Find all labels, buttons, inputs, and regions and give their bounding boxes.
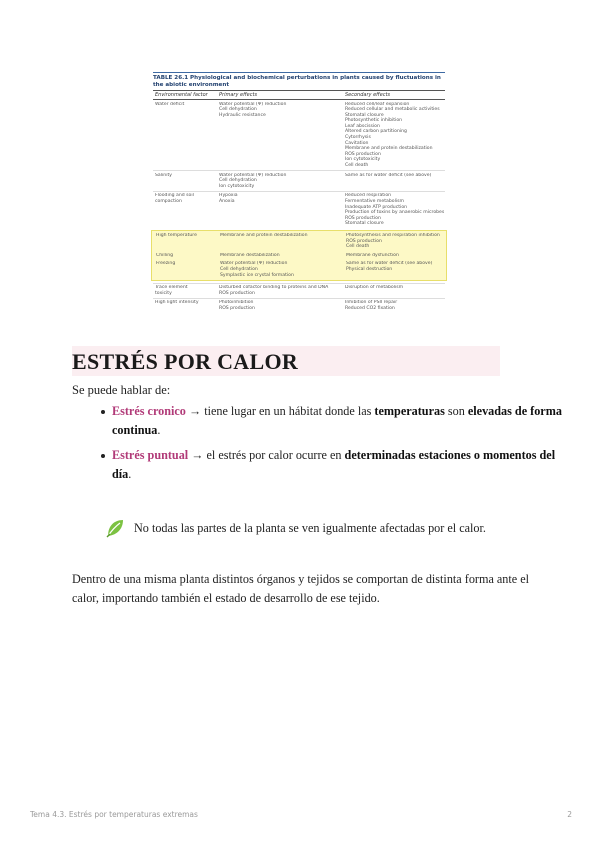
- cell-line: Reduced respiration: [345, 193, 392, 199]
- cell-line: Water potential (Ψ) reduction: [219, 172, 287, 178]
- table-row: [153, 298, 445, 313]
- term-punctual: Estrés puntual: [112, 448, 189, 462]
- cell-line: Photoinhibition: [219, 300, 254, 306]
- cell-line: compaction: [155, 199, 182, 204]
- cell-line: Disturbed cofactor binding to proteins and DNA: [219, 285, 329, 291]
- table-cell: [216, 261, 342, 278]
- table-cell: [215, 300, 341, 311]
- table-row: [154, 251, 444, 260]
- cell-line: ROS production: [346, 238, 382, 244]
- cell-line: High light intensity: [155, 300, 199, 306]
- cell-line: Symplastic ice crystal formation: [220, 272, 294, 278]
- cell-line: Hydraulic resistance: [219, 112, 266, 118]
- table-row: [153, 170, 445, 191]
- table-cell: [216, 233, 342, 250]
- cell-line: Cell death: [345, 163, 369, 169]
- list-text: son: [444, 404, 468, 418]
- cell-line: High temperature: [156, 232, 197, 238]
- highlighted-rows: [151, 230, 447, 280]
- cell-line: Reduced cell/leaf expansion: [345, 101, 410, 107]
- table-cell: [153, 102, 215, 169]
- table-cell: [153, 285, 215, 296]
- cell-line: Salinity: [155, 172, 172, 178]
- cell-line: Water deficit: [155, 101, 185, 107]
- bullet-list: [72, 402, 572, 490]
- intro-text: Se puede hablar de:: [72, 383, 171, 397]
- table-row: [154, 260, 444, 280]
- table-row: [153, 100, 445, 170]
- cell-line: Membrane dysfunction: [346, 252, 399, 258]
- cell-line: Ion cytotoxicity: [219, 183, 255, 189]
- cell-line: Ion cytotoxicity: [345, 157, 381, 163]
- cell-line: Same as for water deficit (see above): [346, 261, 433, 267]
- list-text: .: [128, 467, 132, 481]
- table-cell: [341, 193, 445, 227]
- page-number: 2: [567, 810, 572, 819]
- cell-line: Photosynthesis and respiration inhibition: [346, 232, 440, 238]
- table-body: [153, 100, 445, 313]
- cell-line: Reduced cellular and metabolic activities: [345, 107, 440, 113]
- cell-line: Stomatal closure: [345, 221, 384, 227]
- cell-line: Water potential (Ψ) reduction: [219, 101, 287, 107]
- note-text: No todas las partes de la planta se ven igualmente afectadas por el calor.: [134, 521, 486, 535]
- cell-line: Same as for water deficit (see above): [345, 172, 432, 178]
- footer-title: Tema 4.3. Estrés por temperaturas extremas: [30, 810, 198, 819]
- cell-line: Inadequate ATP production: [345, 204, 408, 210]
- list-text: → el estrés por calor ocurre en: [188, 448, 345, 462]
- cell-line: Cell dehydration: [219, 178, 257, 184]
- cell-line: Inhibition of PSII repair: [345, 300, 398, 306]
- table-cell: [342, 253, 444, 259]
- table-cell: [215, 193, 341, 227]
- cell-line: ROS production: [345, 215, 381, 221]
- cell-line: Membrane and protein destabilization: [220, 232, 308, 238]
- cell-line: ROS production: [219, 290, 255, 296]
- cell-line: Cell death: [346, 244, 370, 250]
- table-cell: [153, 173, 215, 190]
- table-cell: [215, 102, 341, 169]
- cell-line: ROS production: [345, 151, 381, 157]
- cell-line: Trace element: [155, 285, 188, 291]
- table-cell: [342, 261, 444, 278]
- table-header: [153, 90, 445, 100]
- list-text: .: [157, 423, 161, 437]
- table-cell: [215, 173, 341, 190]
- table-row: [153, 283, 445, 298]
- cell-line: Membrane and protein destabilization: [345, 146, 433, 152]
- cell-line: Cytorrhysis: [345, 135, 371, 141]
- cell-line: Cell dehydration: [219, 107, 257, 113]
- table-cell: [341, 285, 445, 296]
- cell-line: ROS production: [219, 305, 255, 311]
- table-cell: [341, 102, 445, 169]
- table-cell: [342, 233, 444, 250]
- cell-line: Anoxia: [219, 199, 235, 204]
- cell-line: Stomatal closure: [345, 112, 384, 118]
- term-chronic: Estrés cronico: [112, 404, 186, 418]
- list-bold: elevadas de forma continua: [112, 404, 562, 437]
- table-row: [154, 231, 444, 251]
- table-row: [153, 191, 445, 229]
- cell-line: Fermentative metabolism: [345, 199, 405, 204]
- cell-line: Leaf abscission: [345, 123, 380, 129]
- header-factor: Environmental factor: [155, 92, 208, 98]
- cell-line: Water potential (Ψ) reduction: [220, 261, 288, 267]
- list-bold: determinadas estaciones o momentos del día: [112, 448, 556, 481]
- cell-line: Membrane destabilization: [220, 252, 280, 258]
- table-cell: [215, 285, 341, 296]
- table-cell: [153, 193, 215, 227]
- list-text: → tiene lugar en un hábitat donde las: [185, 404, 375, 418]
- table-title: TABLE 26.1 Physiological and biochemical perturbations in plants caused by fluctuations in the abiotic environment: [153, 72, 445, 89]
- cell-line: Freezing: [156, 261, 176, 267]
- table-figure: [153, 72, 445, 352]
- table-cell: [154, 261, 216, 278]
- cell-line: Altered carbon partitioning: [345, 129, 407, 135]
- leaf-icon: [104, 517, 126, 539]
- table-cell: [153, 300, 215, 311]
- cell-line: Flooding and soil: [155, 193, 194, 199]
- section-heading-text: ESTRÉS POR CALOR: [72, 349, 299, 374]
- section-heading: [72, 346, 500, 376]
- cell-line: Disruption of metabolism: [345, 285, 404, 291]
- cell-line: Cavitation: [345, 140, 369, 146]
- list-bold: temperaturas: [374, 404, 445, 418]
- list-item: [112, 446, 572, 484]
- body-paragraph: Dentro de una misma planta distintos órganos y tejidos se comportan de distinta forma ante el calor, importando también el estado de desarrollo de ese tejido.: [72, 572, 530, 605]
- table-cell: [341, 173, 445, 190]
- cell-line: toxicity: [155, 290, 172, 296]
- cell-line: Production of toxins by anaerobic microbes: [345, 210, 445, 216]
- cell-line: Reduced CO2 fixation: [345, 305, 395, 311]
- table-cell: [341, 300, 445, 311]
- cell-line: Cell dehydration: [220, 266, 258, 272]
- header-secondary: Secondary effects: [345, 92, 391, 98]
- table-cell: [216, 253, 342, 259]
- cell-line: Hypoxia: [219, 193, 238, 199]
- cell-line: Chilling: [156, 252, 174, 258]
- list-item: [112, 402, 572, 440]
- table-cell: [154, 233, 216, 250]
- cell-line: Physical destruction: [346, 266, 393, 272]
- cell-line: Photosynthetic inhibition: [345, 118, 403, 124]
- note-callout: [104, 516, 524, 542]
- header-primary: Primary effects: [219, 92, 258, 98]
- table-cell: [154, 253, 216, 259]
